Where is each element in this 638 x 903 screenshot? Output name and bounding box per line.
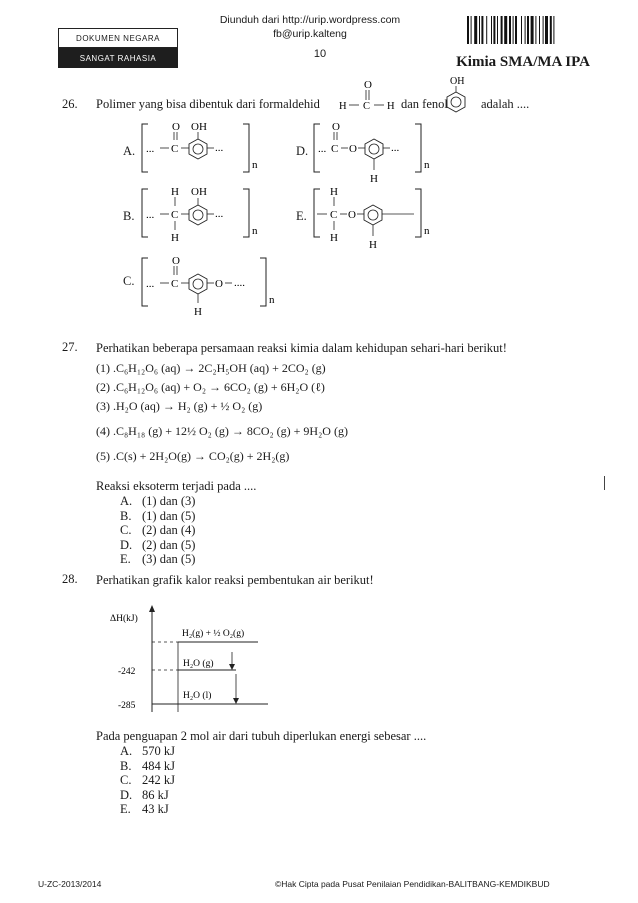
q27-reaction-list bbox=[96, 359, 496, 466]
svg-text:OH: OH bbox=[191, 186, 207, 198]
energy-level-diagram bbox=[108, 600, 298, 720]
svg-text:...: ... bbox=[146, 143, 155, 155]
q27-reaction-2: (2) .C₆H₁₂O₆ (aq) + O₂ → 6CO₂ (g) + 6H₂O (ℓ) bbox=[96, 380, 325, 394]
q27-option-c-letter: C. bbox=[120, 523, 132, 537]
svg-text:n: n bbox=[269, 294, 275, 306]
doc-label: DOKUMEN NEGARA bbox=[58, 28, 178, 48]
q27-option-e-text: (3) dan (5) bbox=[142, 552, 196, 566]
q28-option-e-text: 43 kJ bbox=[142, 802, 169, 816]
q27-options bbox=[120, 494, 195, 567]
svg-text:n: n bbox=[424, 225, 430, 237]
barcode-bar bbox=[550, 16, 552, 44]
footer-code: U-ZC-2013/2014 bbox=[38, 879, 102, 889]
polymer-b-structure bbox=[138, 181, 263, 249]
page-number: 10 bbox=[313, 48, 327, 60]
q28-option-b-text: 484 kJ bbox=[142, 758, 175, 773]
q26-option-b-letter: B. bbox=[123, 209, 135, 223]
q26-text-b: dan fenol bbox=[401, 97, 448, 111]
svg-text:C: C bbox=[331, 143, 339, 155]
q28-options bbox=[120, 744, 175, 817]
svg-text:H: H bbox=[387, 101, 395, 112]
svg-text:H: H bbox=[330, 186, 338, 198]
diagram-arrow-head bbox=[149, 605, 155, 612]
svg-text:n: n bbox=[252, 225, 258, 237]
barcode-bar bbox=[515, 16, 517, 44]
svg-text:C: C bbox=[171, 278, 179, 290]
barcode-bar bbox=[535, 16, 536, 44]
svg-text:...: ... bbox=[215, 142, 224, 154]
q27-option-e[interactable] bbox=[120, 552, 195, 567]
q28-number: 28. bbox=[62, 572, 78, 586]
diagram-label-mid: H₂O (g) bbox=[183, 659, 214, 669]
q27-reaction-5: (5) .C(s) + 2H₂O(g) → CO₂(g) + 2H₂(g) bbox=[96, 449, 290, 463]
source-fb: fb@urip.kalteng bbox=[273, 28, 347, 40]
q28-option-c-text: 242 kJ bbox=[142, 773, 175, 787]
q26-option-e-letter: E. bbox=[296, 209, 307, 223]
q27-option-e-letter: E. bbox=[120, 552, 131, 566]
barcode-bar bbox=[497, 16, 498, 44]
svg-text:....: .... bbox=[234, 277, 245, 289]
diagram-axis-label: ΔH(kJ) bbox=[110, 614, 138, 624]
polymer-d-structure bbox=[310, 118, 435, 190]
barcode-bar bbox=[527, 16, 529, 44]
subject-title: Kimia SMA/MA IPA bbox=[456, 54, 590, 70]
q27-option-d[interactable] bbox=[120, 538, 195, 553]
q28-option-a-text: 570 kJ bbox=[142, 744, 175, 758]
q27-option-a-letter: A. bbox=[120, 494, 133, 508]
barcode-bar bbox=[493, 16, 495, 44]
svg-text:n: n bbox=[424, 159, 430, 171]
svg-text:C: C bbox=[171, 143, 179, 155]
svg-text:...: ... bbox=[215, 208, 224, 220]
q27-number: 27. bbox=[62, 340, 78, 354]
phenol-structure bbox=[440, 74, 472, 114]
polymer-c-structure bbox=[138, 250, 283, 322]
svg-text:H: H bbox=[194, 306, 202, 318]
diagram-label-bot: H₂O (l) bbox=[183, 691, 212, 701]
q28-option-b-letter: B. bbox=[120, 758, 132, 773]
svg-text:n: n bbox=[252, 159, 258, 171]
q26-option-a-letter: A. bbox=[123, 144, 136, 158]
barcode-bar bbox=[521, 16, 522, 44]
barcode-bar bbox=[543, 16, 544, 44]
q27-option-c-text: (2) dan (4) bbox=[142, 523, 196, 537]
q28-option-d[interactable] bbox=[120, 788, 175, 803]
q26-option-d-letter: D. bbox=[296, 144, 309, 158]
barcode-bar bbox=[479, 16, 480, 44]
polymer-a-structure bbox=[138, 118, 263, 178]
svg-text:...: ... bbox=[318, 143, 327, 155]
svg-text:C: C bbox=[363, 101, 371, 112]
secret-label: SANGAT RAHASIA bbox=[58, 48, 178, 68]
barcode-bar bbox=[513, 16, 514, 44]
source-block bbox=[200, 13, 420, 41]
barcode-bar bbox=[504, 16, 507, 44]
q26-text-a: Polimer yang bisa dibentuk dari formaldehid bbox=[96, 97, 320, 111]
diagram-tick-bot: -285 bbox=[118, 701, 136, 711]
q27-option-b[interactable] bbox=[120, 509, 195, 524]
q26-text-c: adalah .... bbox=[481, 97, 530, 111]
barcode-bar bbox=[491, 16, 492, 44]
q27-option-d-text: (2) dan (5) bbox=[142, 537, 196, 552]
barcode-bar bbox=[525, 16, 526, 44]
q27-option-d-letter: D. bbox=[120, 537, 133, 552]
barcode-bar bbox=[474, 16, 477, 44]
svg-text:H: H bbox=[370, 173, 378, 185]
svg-text:O: O bbox=[349, 143, 357, 155]
svg-text:H: H bbox=[171, 186, 179, 198]
svg-text:OH: OH bbox=[450, 76, 465, 87]
source-url: Diunduh dari http://urip.wordpress.com bbox=[219, 14, 401, 26]
barcode-bar bbox=[509, 16, 511, 44]
svg-text:OH: OH bbox=[191, 121, 207, 133]
q28-prompt: Pada penguapan 2 mol air dari tubuh diperlukan energi sebesar .... bbox=[96, 729, 427, 743]
svg-text:H: H bbox=[339, 101, 347, 112]
q28-option-e-letter: E. bbox=[120, 802, 131, 816]
q27-prompt: Reaksi eksoterm terjadi pada .... bbox=[96, 479, 257, 493]
svg-text:O: O bbox=[215, 278, 223, 290]
barcode-bar bbox=[531, 16, 534, 44]
q27-reaction-1: (1) .C₆H₁₂O₆ (aq) → 2C₂H₅OH (aq) + 2CO₂ (g) bbox=[96, 361, 326, 375]
svg-text:H: H bbox=[171, 232, 179, 244]
barcode-bar bbox=[539, 16, 540, 44]
barcode-bar bbox=[481, 16, 483, 44]
q28-option-d-text: 86 kJ bbox=[142, 787, 169, 802]
q28-option-e[interactable] bbox=[120, 802, 175, 817]
svg-text:...: ... bbox=[146, 278, 155, 290]
diagram-label-top: H₂(g) + ½ O₂(g) bbox=[182, 629, 245, 639]
polymer-e-structure bbox=[310, 181, 435, 255]
q28-option-d-letter: D. bbox=[120, 787, 133, 802]
barcode bbox=[466, 16, 586, 44]
q27-reaction-3: (3) .H₂O (aq) → H₂ (g) + ½ O₂ (g) bbox=[96, 399, 263, 413]
svg-text:C: C bbox=[330, 209, 338, 221]
q27-option-c[interactable] bbox=[120, 523, 195, 538]
barcode-bar bbox=[467, 16, 469, 44]
barcode-bar bbox=[545, 16, 548, 44]
svg-text:H: H bbox=[330, 232, 338, 244]
svg-text:...: ... bbox=[146, 209, 155, 221]
diagram-tick-mid: -242 bbox=[118, 667, 136, 677]
q27-option-a[interactable] bbox=[120, 494, 195, 509]
barcode-bar bbox=[471, 16, 472, 44]
q28-option-b[interactable] bbox=[120, 759, 175, 774]
q27-text: Perhatikan beberapa persamaan reaksi kimia dalam kehidupan sehari-hari berikut! bbox=[96, 341, 507, 355]
formaldehyde-structure bbox=[336, 78, 398, 114]
q27-reaction-4: (4) .C₈H₁₈ (g) + 12½ O₂ (g) → 8CO₂ (g) + 9H₂O (g) bbox=[96, 424, 348, 438]
q26-option-c-letter: C. bbox=[123, 274, 135, 288]
q27-option-a-text: (1) dan (3) bbox=[142, 494, 196, 508]
svg-text:O: O bbox=[332, 121, 340, 133]
q28-text: Perhatikan grafik kalor reaksi pembentukan air berikut! bbox=[96, 573, 374, 587]
svg-text:C: C bbox=[171, 209, 179, 221]
svg-text:O: O bbox=[348, 209, 356, 221]
barcode-bar bbox=[486, 16, 487, 44]
diagram-arrow-mid-head bbox=[229, 664, 235, 670]
svg-text:H: H bbox=[369, 239, 377, 251]
diagram-arrow-bot-head bbox=[233, 698, 239, 704]
q26-number: 26. bbox=[62, 97, 78, 111]
q27-option-b-letter: B. bbox=[120, 508, 132, 523]
q28-option-a[interactable] bbox=[120, 744, 175, 759]
svg-text:O: O bbox=[364, 79, 372, 91]
footer-copyright: ©Hak Cipta pada Pusat Penilaian Pendidikan-BALITBANG-KEMDIKBUD bbox=[275, 879, 550, 889]
svg-text:O: O bbox=[172, 121, 180, 133]
margin-mark bbox=[604, 476, 605, 490]
q28-option-c[interactable] bbox=[120, 773, 175, 788]
barcode-bar bbox=[501, 16, 503, 44]
q27-option-b-text: (1) dan (5) bbox=[142, 508, 196, 523]
svg-text:...: ... bbox=[391, 142, 400, 154]
svg-text:O: O bbox=[172, 255, 180, 267]
q28-option-a-letter: A. bbox=[120, 744, 133, 758]
barcode-bar bbox=[553, 16, 554, 44]
q28-option-c-letter: C. bbox=[120, 773, 132, 787]
